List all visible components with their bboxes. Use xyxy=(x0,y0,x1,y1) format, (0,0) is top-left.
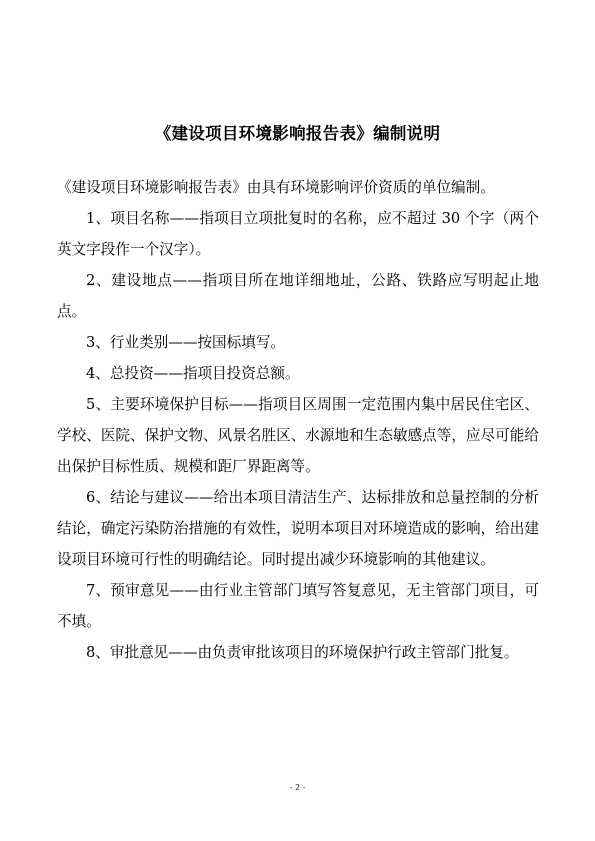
item-construction-site: 2、建设地点——指项目所在地详细地址，公路、铁路应写明起止地点。 xyxy=(57,272,539,320)
item-industry-category: 3、行业类别——按国标填写。 xyxy=(86,334,286,351)
item-preliminary-review: 7、预审意见——由行业主管部门填写答复意见，无主管部门项目，可不填。 xyxy=(57,582,539,630)
item-protection-targets: 5、主要环境保护目标——指项目区周围一定范围内集中居民住宅区、学校、医院、保护文物、风景名胜区、水源地和生态敏感点等，应尽可能给出保护目标性质、规模和距厂界距离等。 xyxy=(57,396,539,475)
item-conclusion-suggestions: 6、结论与建议——给出本项目清洁生产、达标排放和总量控制的分析结论，确定污染防治措施的有效性，说明本项目对环境造成的影响，给出建设项目环境可行性的明确结论。同时提出减少环境影响的其他建议。 xyxy=(57,489,539,568)
item-project-name: 1、项目名称——指项目立项批复时的名称，应不超过 30 个字（两个英文字段作一个汉字）。 xyxy=(57,210,539,258)
item-total-investment: 4、总投资——指项目投资总额。 xyxy=(86,365,300,382)
page-number: - 2 - xyxy=(289,783,306,792)
document-body xyxy=(57,172,539,668)
intro-paragraph: 《建设项目环境影响报告表》由具有环境影响评价资质的单位编制。 xyxy=(57,179,495,196)
item-approval-opinion: 8、审批意见——由负责审批该项目的环境保护行政主管部门批复。 xyxy=(86,644,519,661)
document-title: 《建设项目环境影响报告表》编制说明 xyxy=(154,124,441,143)
